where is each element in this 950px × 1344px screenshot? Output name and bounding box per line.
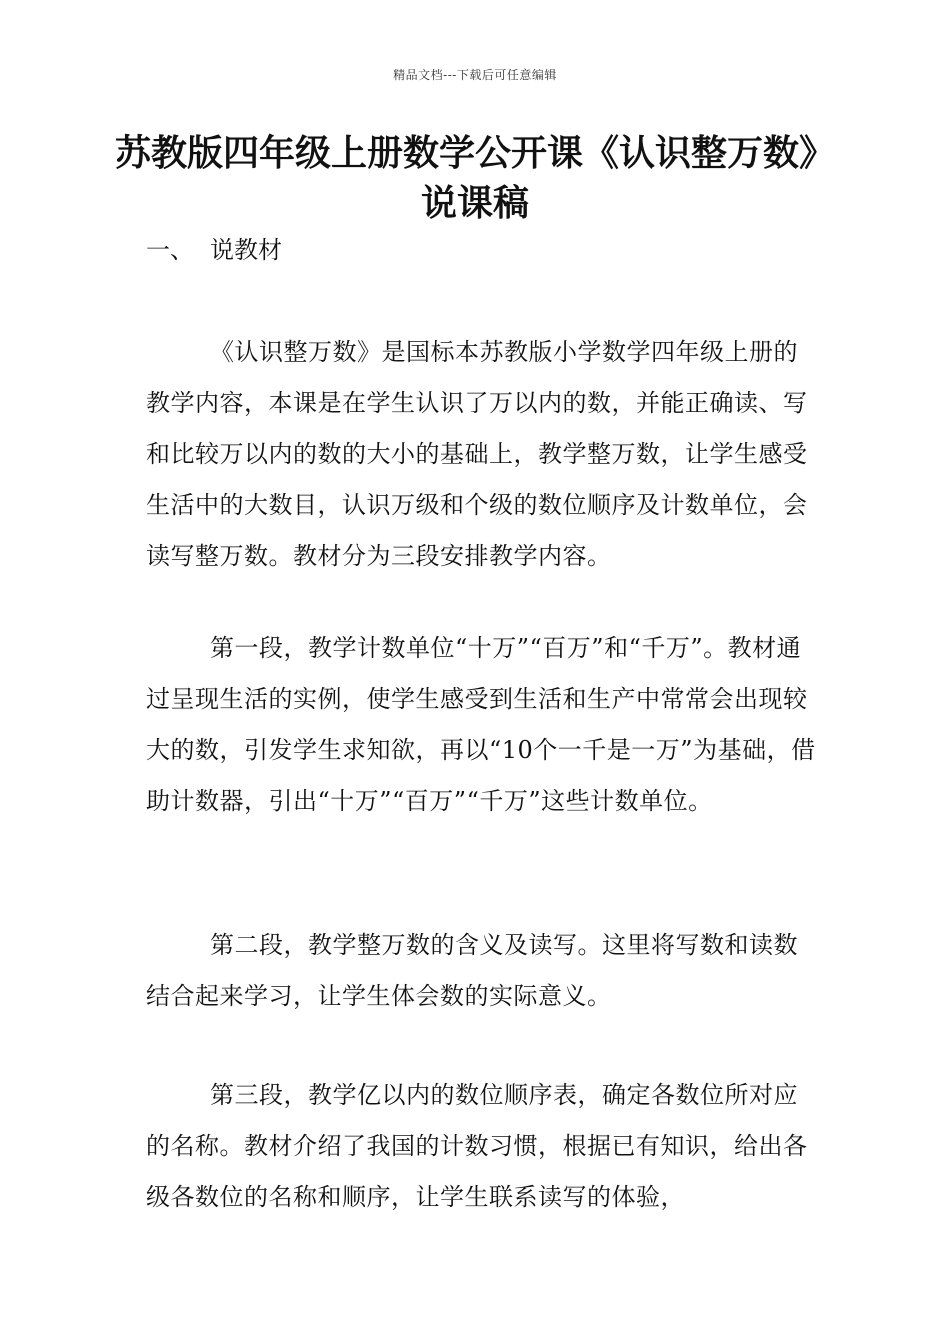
document-title: 苏教版四年级上册数学公开课《认识整万数》说课稿 bbox=[114, 132, 835, 224]
section-number: 一、 bbox=[146, 236, 194, 264]
paragraph-2: 第一段，教学计数单位“十万”“百万”和“千万”。教材通过呈现生活的实例，使学生感受到生活和生产中常常会出现较大的数，引发学生求知欲，再以“10个一千是一万”为基础，借助计数器，引出“十万”“百万”“千万”这些计数单位。 bbox=[146, 634, 816, 815]
header-note: 精品文档---下载后可任意编辑 bbox=[393, 68, 557, 82]
section-label: 说教材 bbox=[210, 236, 282, 264]
paragraph-3: 第二段，教学整万数的含义及读写。这里将写数和读数结合起来学习，让学生体会数的实际意义。 bbox=[146, 931, 798, 1010]
paragraph-4: 第三段，教学亿以内的数位顺序表，确定各数位所对应的名称。教材介绍了我国的计数习惯，根据已有知识，给出各级各数位的名称和顺序，让学生联系读写的体验， bbox=[146, 1081, 808, 1211]
paragraph-1: 《认识整万数》是国标本苏教版小学数学四年级上册的教学内容，本课是在学生认识了万以内的数，并能正确读、写和比较万以内的数的大小的基础上，教学整万数，让学生感受生活中的大数目，认识万级和个级的数位顺序及计数单位，会读写整万数。教材分为三段安排教学内容。 bbox=[146, 338, 808, 570]
section-heading bbox=[146, 232, 282, 268]
